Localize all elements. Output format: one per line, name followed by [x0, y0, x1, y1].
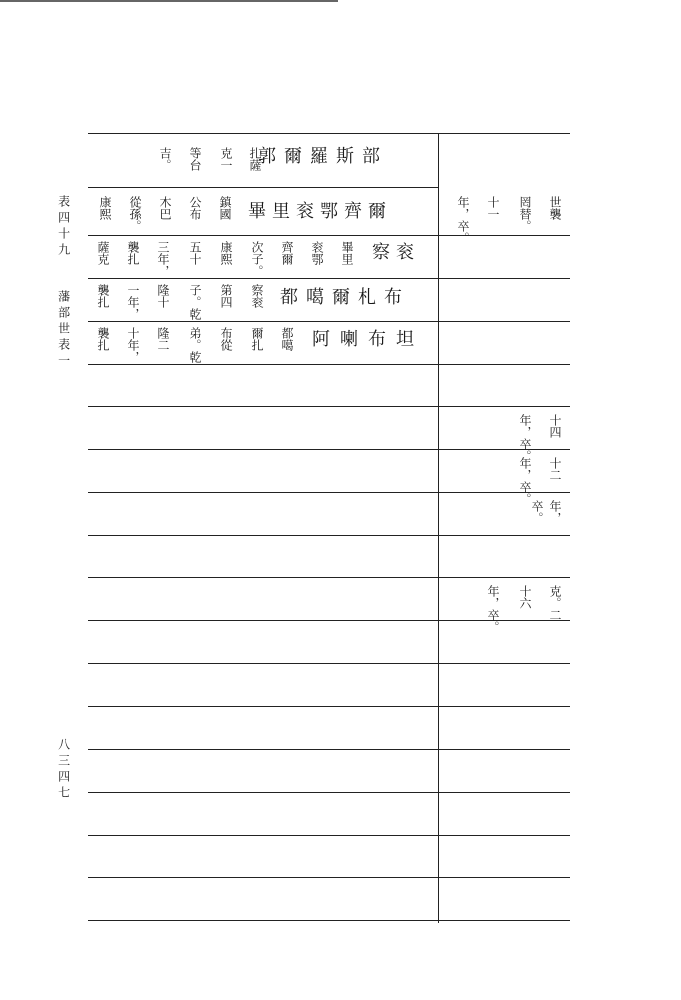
rule-row1: [88, 187, 438, 188]
rule-row13: [88, 706, 570, 707]
rule-row4: [88, 321, 570, 322]
rule-row5: [88, 364, 570, 365]
bio-line: 都噶: [280, 327, 294, 351]
bio-line: 隆二: [156, 327, 170, 351]
bio-line: 吉。: [158, 147, 172, 171]
person-name: 阿喇布坦: [312, 329, 424, 350]
right-line: 十二: [548, 457, 562, 481]
bio-line: 子。乾: [188, 284, 202, 320]
right-line: 十六: [518, 585, 532, 609]
right-line: 卒。: [530, 500, 544, 524]
column-divider: [438, 133, 439, 923]
right-line: 年，卒。: [486, 585, 500, 633]
bio-line: 五十: [188, 241, 202, 265]
right-line: 罔替。: [518, 196, 532, 232]
right-line: 年，: [548, 500, 562, 524]
bio-line: 扎薩: [248, 147, 262, 171]
bio-line: 三年，: [156, 241, 170, 277]
rule-row3: [88, 278, 570, 279]
rule-row10: [88, 577, 570, 578]
rule-row17: [88, 877, 570, 878]
page-number: 八三四七: [56, 738, 71, 802]
bio-line: 等台: [188, 147, 202, 171]
bio-line: 弟。乾: [188, 327, 202, 363]
rule-row2: [88, 235, 570, 236]
bio-line: 克一: [219, 147, 233, 171]
table-title: 表四十九: [56, 195, 71, 259]
rule-top: [88, 133, 570, 134]
person-name: 察衮: [372, 242, 420, 263]
bio-line: 畢里: [340, 241, 354, 265]
bio-line: 第四: [219, 284, 233, 308]
table-subtitle: 藩部世表一: [56, 290, 71, 370]
bio-line: 康熙: [219, 241, 233, 265]
rule-row6: [88, 406, 570, 407]
rule-row8: [88, 492, 570, 493]
bio-line: 薩克: [96, 241, 110, 265]
bio-line: 察衮: [250, 284, 264, 308]
right-line: 年，卒。: [518, 457, 532, 505]
bio-line: 布從: [219, 327, 233, 351]
bio-line: 齊爾: [280, 241, 294, 265]
rule-row7: [88, 449, 570, 450]
bio-line: 襲扎: [126, 241, 140, 265]
bio-line: 衮鄂: [310, 241, 324, 265]
rule-row12: [88, 663, 570, 664]
bio-line: 襲扎: [96, 284, 110, 308]
right-line: 克。二: [548, 585, 562, 621]
rule-row14: [88, 749, 570, 750]
bio-line: 次子。: [250, 241, 264, 277]
person-name: 畢里衮鄂齊爾: [248, 201, 392, 222]
bio-line: 一年，: [126, 284, 140, 320]
bio-line: 鎮國: [218, 196, 232, 220]
rule-row18: [88, 920, 570, 921]
bio-line: 襲扎: [96, 327, 110, 351]
bio-line: 十年，: [126, 327, 140, 363]
rule-row16: [88, 835, 570, 836]
right-line: 十一: [486, 196, 500, 220]
right-line: 年，卒。: [456, 196, 470, 244]
bio-line: 公布: [188, 196, 202, 220]
rule-row9: [88, 535, 570, 536]
bio-line: 從孫。: [128, 196, 142, 232]
right-line: 十四: [548, 414, 562, 438]
bio-line: 隆十: [156, 284, 170, 308]
heading-name: 郭爾羅斯部: [258, 146, 388, 167]
right-line: 年，卒。: [518, 414, 532, 462]
rule-row15: [88, 792, 570, 793]
right-line: 世襲: [548, 196, 562, 220]
top-rule: [0, 0, 338, 2]
bio-line: 康熙: [98, 196, 112, 220]
bio-line: 木巴: [158, 196, 172, 220]
person-name: 都噶爾札布: [280, 287, 410, 308]
bio-line: 爾扎: [250, 327, 264, 351]
